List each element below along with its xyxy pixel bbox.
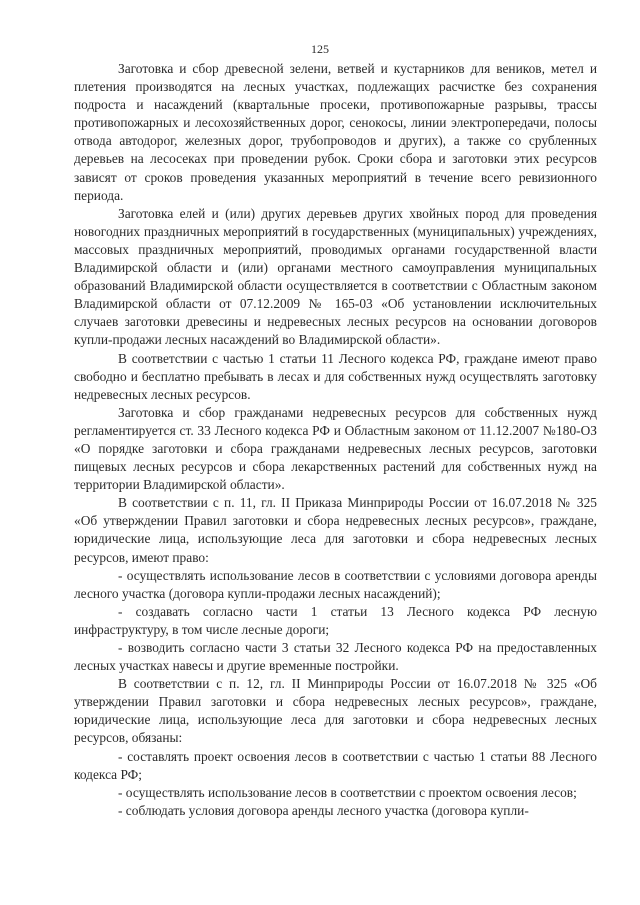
list-item: - возводить согласно части 3 статьи 32 Лесного кодекса РФ на предоставленных лесных участках навесы и другие временные постройки. xyxy=(74,640,597,674)
paragraph: В соответствии с п. 12, гл. II Минприроды России от 16.07.2018 № 325 «Об утверждении Правил заготовки и сбора недревесных лесных ресурсов», граждане, юридические лица, использующие леса для заготовки и сбора недревесных лесных ресурсов, обязаны: xyxy=(74,676,597,746)
document-body xyxy=(74,60,597,820)
paragraph: Заготовка елей и (или) других деревьев других хвойных пород для проведения новогодних праздничных мероприятий в государственных (муниципальных) учреждениях, массовых праздничных мероприятий, проводимых органами государственной власти Владимирской области и (или) органами местного самоуправления муниципальных образований Владимирской области осуществляется в соответствии с Областным законом Владимирской области от 07.12.2009 № 165-03 «Об установлении исключительных случаев заготовки древесины и недревесных лесных ресурсов на основании договоров купли-продажи лесных насаждений во Владимирской области». xyxy=(74,205,597,348)
list-item: - создавать согласно части 1 статьи 13 Лесного кодекса РФ лесную инфраструктуру, в том числе лесные дороги; xyxy=(74,603,597,637)
paragraph: Заготовка и сбор древесной зелени, ветвей и кустарников для веников, метел и плетения производятся на лесных участках, подлежащих расчистке без сохранения подроста и насаждений (квартальные просеки, противопожарные разрывы, трассы противопожарных и лесохозяйственных дорог, сенокосы, линии электропередачи, полосы отвода автодорог, железных дорог, трубопроводов и других), а также со срубленных деревьев на лесосеках при проведении рубок. Сроки сбора и заготовки этих ресурсов зависят от сроков проведения указанных мероприятий в течение всего ревизионного периода. xyxy=(74,61,597,203)
paragraph: В соответствии с частью 1 статьи 11 Лесного кодекса РФ, граждане имеют право свободно и бесплатно пребывать в лесах и для собственных нужд осуществлять заготовку недревесных лесных ресурсов. xyxy=(74,350,597,402)
list-item: - соблюдать условия договора аренды лесного участка (договора купли- xyxy=(118,802,529,818)
paragraph: Заготовка и сбор гражданами недревесных ресурсов для собственных нужд регламентируется ст. 33 Лесного кодекса РФ и Областным законом от 11.12.2007 №180-ОЗ «О порядке заготовки и сбора гражданами недревесных лесных ресурсов, заготовки пищевых лесных ресурсов и сбора лекарственных растений для собственных нужд на территории Владимирской области». xyxy=(74,404,597,493)
page-number: 125 xyxy=(311,42,329,56)
list-item: - составлять проект освоения лесов в соответствии с частью 1 статьи 88 Лесного кодекса РФ; xyxy=(74,748,597,782)
list-item: - осуществлять использование лесов в соответствии с проектом освоения лесов; xyxy=(118,784,577,800)
paragraph: В соответствии с п. 11, гл. II Приказа Минприроды России от 16.07.2018 № 325 «Об утверждении Правил заготовки и сбора недревесных лесных ресурсов», граждане, юридические лица, использующие леса для заготовки и сбора недревесных лесных ресурсов, имеют право: xyxy=(74,495,597,565)
list-item: - осуществлять использование лесов в соответствии с условиями договора аренды лесного участка (договора купли-продажи лесных насаждений); xyxy=(74,567,597,601)
